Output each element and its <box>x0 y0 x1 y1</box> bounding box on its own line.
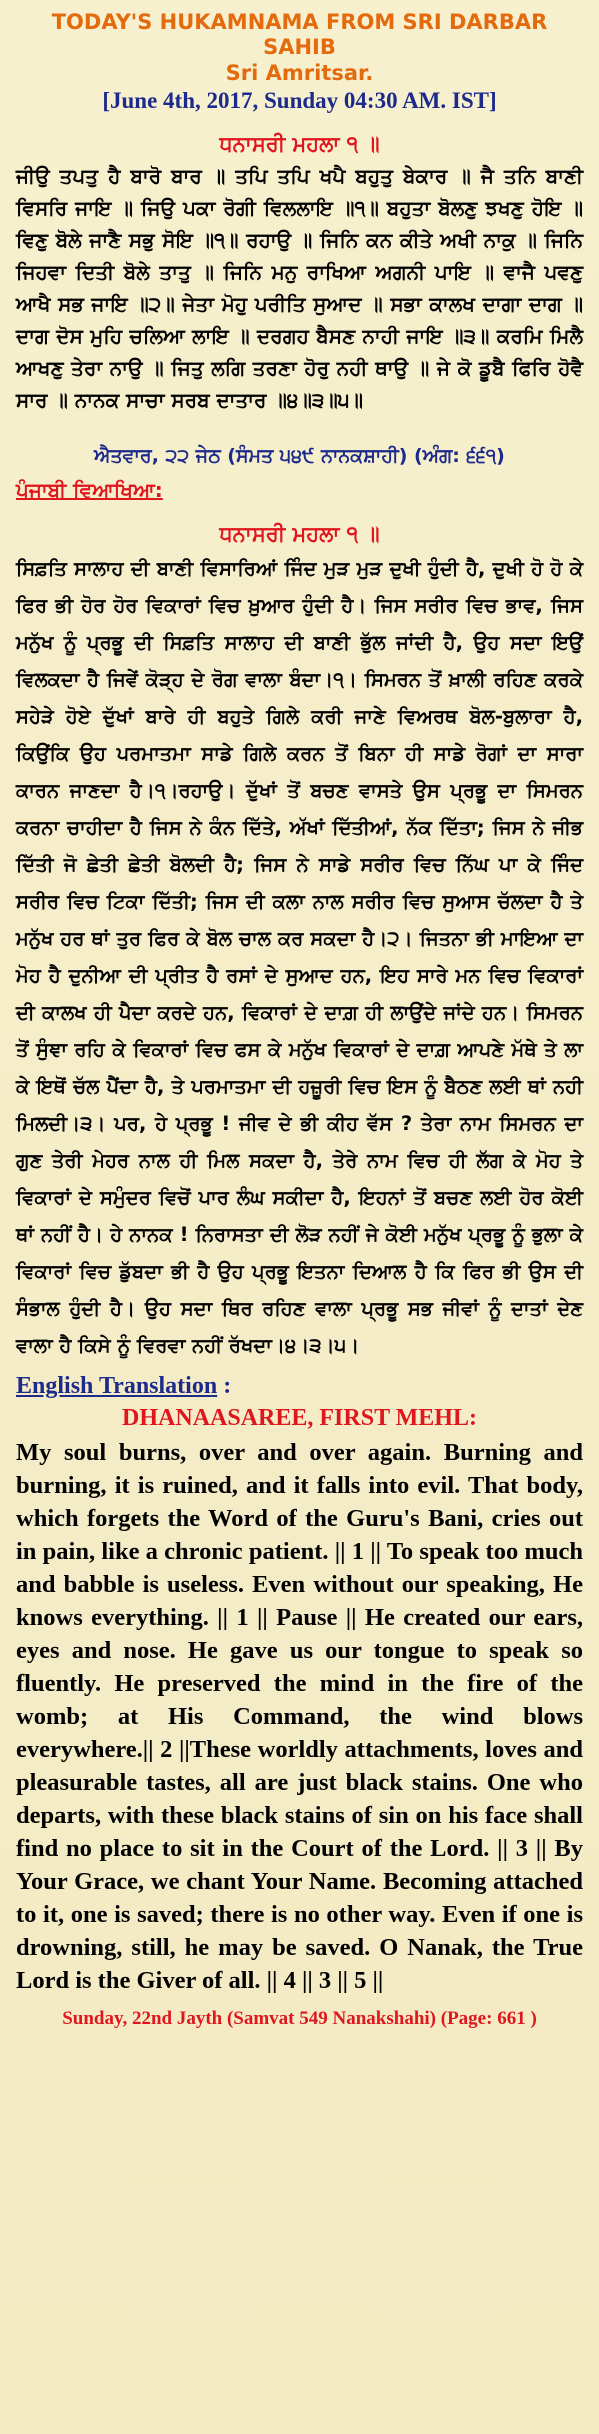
english-translation-link[interactable]: English Translation <box>16 1373 218 1399</box>
page-footer-date: Sunday, 22nd Jayth (Samvat 549 Nanakshahi) (Page: 661 ) <box>62 2008 537 2029</box>
punjabi-section-label: ਪੰਜਾਬੀ ਵਿਆਖਿਆ: <box>16 478 163 502</box>
punjabi-explanation-text: ਸਿਫ਼ਤਿ ਸਾਲਾਹ ਦੀ ਬਾਣੀ ਵਿਸਾਰਿਆਂ ਜਿੰਦ ਮੁੜ ਮੁੜ ਦੁਖੀ ਹੁੰਦੀ ਹੈ, ਦੁਖੀ ਹੋ ਹੋ ਕੇ ਫਿਰ ਭੀ ਹੋਰ ਹੋਰ ਵਿਕਾਰਾਂ ਵਿਚ ਖ਼ੁਆਰ ਹੁੰਦੀ ਹੈ। ਜਿਸ ਸਰੀਰ ਵਿਚ ਭਾਵ, ਜਿਸ ਮਨੁੱਖ ਨੂੰ ਪ੍ਰਭੂ ਦੀ ਸਿਫ਼ਤਿ ਸਾਲਾਹ ਦੀ ਬਾਣੀ ਭੁੱਲ ਜਾਂਦੀ ਹੈ, ਉਹ ਸਦਾ ਇਉਂ ਵਿਲਕਦਾ ਹੈ ਜਿਵੇਂ ਕੋੜ੍ਹ ਦੇ ਰੋਗ ਵਾਲਾ ਬੰਦਾ।੧। ਸਿਮਰਨ ਤੋਂ ਖ਼ਾਲੀ ਰਹਿਣ ਕਰਕੇ ਸਹੇੜੇ ਹੋਏ ਦੁੱਖਾਂ ਬਾਰੇ ਹੀ ਬਹੁਤੇ ਗਿਲੇ ਕਰੀ ਜਾਣੇ ਵਿਅਰਥ ਬੋਲ-ਬੁਲਾਰਾ ਹੈ, ਕਿਉਂਕਿ ਉਹ ਪਰਮਾਤਮਾ ਸਾਡੇ ਗਿਲੇ ਕਰਨ ਤੋਂ ਬਿਨਾ ਹੀ ਸਾਡੇ ਰੋਗਾਂ ਦਾ ਸਾਰਾ ਕਾਰਨ ਜਾਣਦਾ ਹੈ।੧।ਰਹਾਉ। ਦੁੱਖਾਂ ਤੋਂ ਬਚਣ ਵਾਸਤੇ ਉਸ ਪ੍ਰਭੂ ਦਾ ਸਿਮਰਨ ਕਰਨਾ ਚਾਹੀਦਾ ਹੈ ਜਿਸ ਨੇ ਕੰਨ ਦਿੱਤੇ, ਅੱਖਾਂ ਦਿੱਤੀਆਂ, ਨੱਕ ਦਿੱਤਾ; ਜਿਸ ਨੇ ਜੀਭ ਦਿੱਤੀ ਜੋ ਛੇਤੀ ਛੇਤੀ ਬੋਲਦੀ ਹੈ; ਜਿਸ ਨੇ ਸਾਡੇ ਸਰੀਰ ਵਿਚ ਨਿੱਘ ਪਾ ਕੇ ਜਿੰਦ ਸਰੀਰ ਵਿਚ ਟਿਕਾ ਦਿੱਤੀ; ਜਿਸ ਦੀ ਕਲਾ ਨਾਲ ਸਰੀਰ ਵਿਚ ਸੁਆਸ ਚੱਲਦਾ ਹੈ ਤੇ ਮਨੁੱਖ ਹਰ ਥਾਂ ਤੁਰ ਫਿਰ ਕੇ ਬੋਲ ਚਾਲ ਕਰ ਸਕਦਾ ਹੈ।੨। ਜਿਤਨਾ ਭੀ ਮਾਇਆ ਦਾ ਮੋਹ ਹੈ ਦੁਨੀਆ ਦੀ ਪ੍ਰੀਤ ਹੈ ਰਸਾਂ ਦੇ ਸੁਆਦ ਹਨ, ਇਹ ਸਾਰੇ ਮਨ ਵਿਚ ਵਿਕਾਰਾਂ ਦੀ ਕਾਲਖ ਹੀ ਪੈਦਾ ਕਰਦੇ ਹਨ, ਵਿਕਾਰਾਂ ਦੇ ਦਾਗ਼ ਹੀ ਲਾਉਂਦੇ ਜਾਂਦੇ ਹਨ। ਸਿਮਰਨ ਤੋਂ ਸੁੰਞਾ ਰਹਿ ਕੇ ਵਿਕਾਰਾਂ ਵਿਚ ਫਸ ਕੇ ਮਨੁੱਖ ਵਿਕਾਰਾਂ ਦੇ ਦਾਗ਼ ਆਪਣੇ ਮੱਥੇ ਤੇ ਲਾ ਕੇ ਇਥੋਂ ਚੱਲ ਪੈਂਦਾ ਹੈ, ਤੇ ਪਰਮਾਤਮਾ ਦੀ ਹਜ਼ੂਰੀ ਵਿਚ ਇਸ ਨੂੰ ਬੈਠਣ ਲਈ ਥਾਂ ਨਹੀ ਮਿਲਦੀ।੩। ਪਰ, ਹੇ ਪ੍ਰਭੂ ! ਜੀਵ ਦੇ ਭੀ ਕੀਹ ਵੱਸ ? ਤੇਰਾ ਨਾਮ ਸਿਮਰਨ ਦਾ ਗੁਣ ਤੇਰੀ ਮੇਹਰ ਨਾਲ ਹੀ ਮਿਲ ਸਕਦਾ ਹੈ, ਤੇਰੇ ਨਾਮ ਵਿਚ ਹੀ ਲੱਗ ਕੇ ਮੋਹ ਤੇ ਵਿਕਾਰਾਂ ਦੇ ਸਮੁੰਦਰ ਵਿਚੋਂ ਪਾਰ ਲੰਘ ਸਕੀਦਾ ਹੈ, ਇਹਨਾਂ ਤੋਂ ਬਚਣ ਲਈ ਹੋਰ ਕੋਈ ਥਾਂ ਨਹੀਂ ਹੈ। ਹੇ ਨਾਨਕ ! ਨਿਰਾਸਤਾ ਦੀ ਲੋੜ ਨਹੀਂ ਜੇ ਕੋਈ ਮਨੁੱਖ ਪ੍ਰਭੂ ਨੂੰ ਭੁਲਾ ਕੇ ਵਿਕਾਰਾਂ ਵਿਚ ਡੁੱਬਦਾ ਭੀ ਹੈ ਉਹ ਪ੍ਰਭੂ ਇਤਨਾ ਦਿਆਲ ਹੈ ਕਿ ਫਿਰ ਭੀ ਉਸ ਦੀ ਸੰਭਾਲ ਹੁੰਦੀ ਹੈ। ਉਹ ਸਦਾ ਥਿਰ ਰਹਿਣ ਵਾਲਾ ਪ੍ਰਭੂ ਸਭ ਜੀਵਾਂ ਨੂੰ ਦਾਤਾਂ ਦੇਣ ਵਾਲਾ ਹੈ ਕਿਸੇ ਨੂੰ ਵਿਰਵਾ ਨਹੀਂ ਰੱਖਦਾ।੪।੩।੫। <box>16 557 583 1357</box>
punjabi-section-title: ਧਨਾਸਰੀ ਮਹਲਾ ੧ ॥ <box>219 521 380 546</box>
english-label-colon: : <box>217 1373 232 1399</box>
header-title: TODAY'S HUKAMNAMA FROM SRI DARBAR SAHIB <box>51 10 548 59</box>
shabad-text: ਜੀਉ ਤਪਤੁ ਹੈ ਬਾਰੋ ਬਾਰ ॥ ਤਪਿ ਤਪਿ ਖਪੈ ਬਹੁਤੁ ਬੇਕਾਰ ॥ ਜੈ ਤਨਿ ਬਾਣੀ ਵਿਸਰਿ ਜਾਇ ॥ ਜਿਉ ਪਕਾ ਰੋਗੀ ਵਿਲਲਾਇ ॥੧॥ ਬਹੁਤਾ ਬੋਲਣੁ ਝਖਣੁ ਹੋਇ ॥ ਵਿਣੁ ਬੋਲੇ ਜਾਣੈ ਸਭੁ ਸੋਇ ॥੧॥ ਰਹਾਉ ॥ ਜਿਨਿ ਕਨ ਕੀਤੇ ਅਖੀ ਨਾਕੁ ॥ ਜਿਨਿ ਜਿਹਵਾ ਦਿਤੀ ਬੋਲੇ ਤਾਤੁ ॥ ਜਿਨਿ ਮਨੁ ਰਾਖਿਆ ਅਗਨੀ ਪਾਇ ॥ ਵਾਜੈ ਪਵਣੁ ਆਖੈ ਸਭ ਜਾਇ ॥੨॥ ਜੇਤਾ ਮੋਹੁ ਪਰੀਤਿ ਸੁਆਦ ॥ ਸਭਾ ਕਾਲਖ ਦਾਗਾ ਦਾਗ ॥ ਦਾਗ ਦੋਸ ਮੁਹਿ ਚਲਿਆ ਲਾਇ ॥ ਦਰਗਹ ਬੈਸਣ ਨਾਹੀ ਜਾਇ ॥੩॥ ਕਰਮਿ ਮਿਲੈ ਆਖਣੁ ਤੇਰਾ ਨਾਉ ॥ ਜਿਤੁ ਲਗਿ ਤਰਣਾ ਹੋਰੁ ਨਹੀ ਥਾਉ ॥ ਜੇ ਕੋ ਡੂਬੈ ਫਿਰਿ ਹੋਵੈ ਸਾਰ ॥ ਨਾਨਕ ਸਾਚਾ ਸਰਬ ਦਾਤਾਰ ॥੪॥੩॥੫॥ <box>16 164 583 412</box>
english-section-label <box>16 1370 583 1402</box>
header-datetime: [June 4th, 2017, Sunday 04:30 AM. IST] <box>102 88 497 113</box>
page-header <box>16 10 583 116</box>
english-translation-text: My soul burns, over and over again. Burning and burning, it is ruined, and it falls into evil. That body, which forgets the Word of the Guru's Bani, cries out in pain, like a chronic patient. || 1 || To speak too much and babble is useless. Even without our speaking, He knows everything. || 1 || Pause || He created our ears, eyes and nose. He gave us our tongue to speak so fluently. He preserved the mind in the fire of the womb; at His Command, the wind blows everywhere.|| 2 ||These worldly attachments, loves and pleasurable tastes, all are just black stains. One who departs, with these black stains of sin on his face shall find no place to sit in the Court of the Lord. || 3 || By Your Grace, we chant Your Name. Becoming attached to it, one is saved; there is no other way. Even if one is drowning, still, he may be saved. O Nanak, the True Lord is the Giver of all. || 4 || 3 || 5 || <box>16 1439 583 1994</box>
shabad-title: ਧਨਾਸਰੀ ਮਹਲਾ ੧ ॥ <box>219 131 380 156</box>
english-section-title: DHANAASAREE, FIRST MEHL: <box>122 1405 477 1431</box>
punjabi-date-line: ਐਤਵਾਰ, ੨੨ ਜੇਠ (ਸੰਮਤ ੫੪੯ ਨਾਨਕਸ਼ਾਹੀ) (ਅੰਗ: ੬੬੧) <box>94 445 505 467</box>
header-location: Sri Amritsar. <box>225 61 374 85</box>
